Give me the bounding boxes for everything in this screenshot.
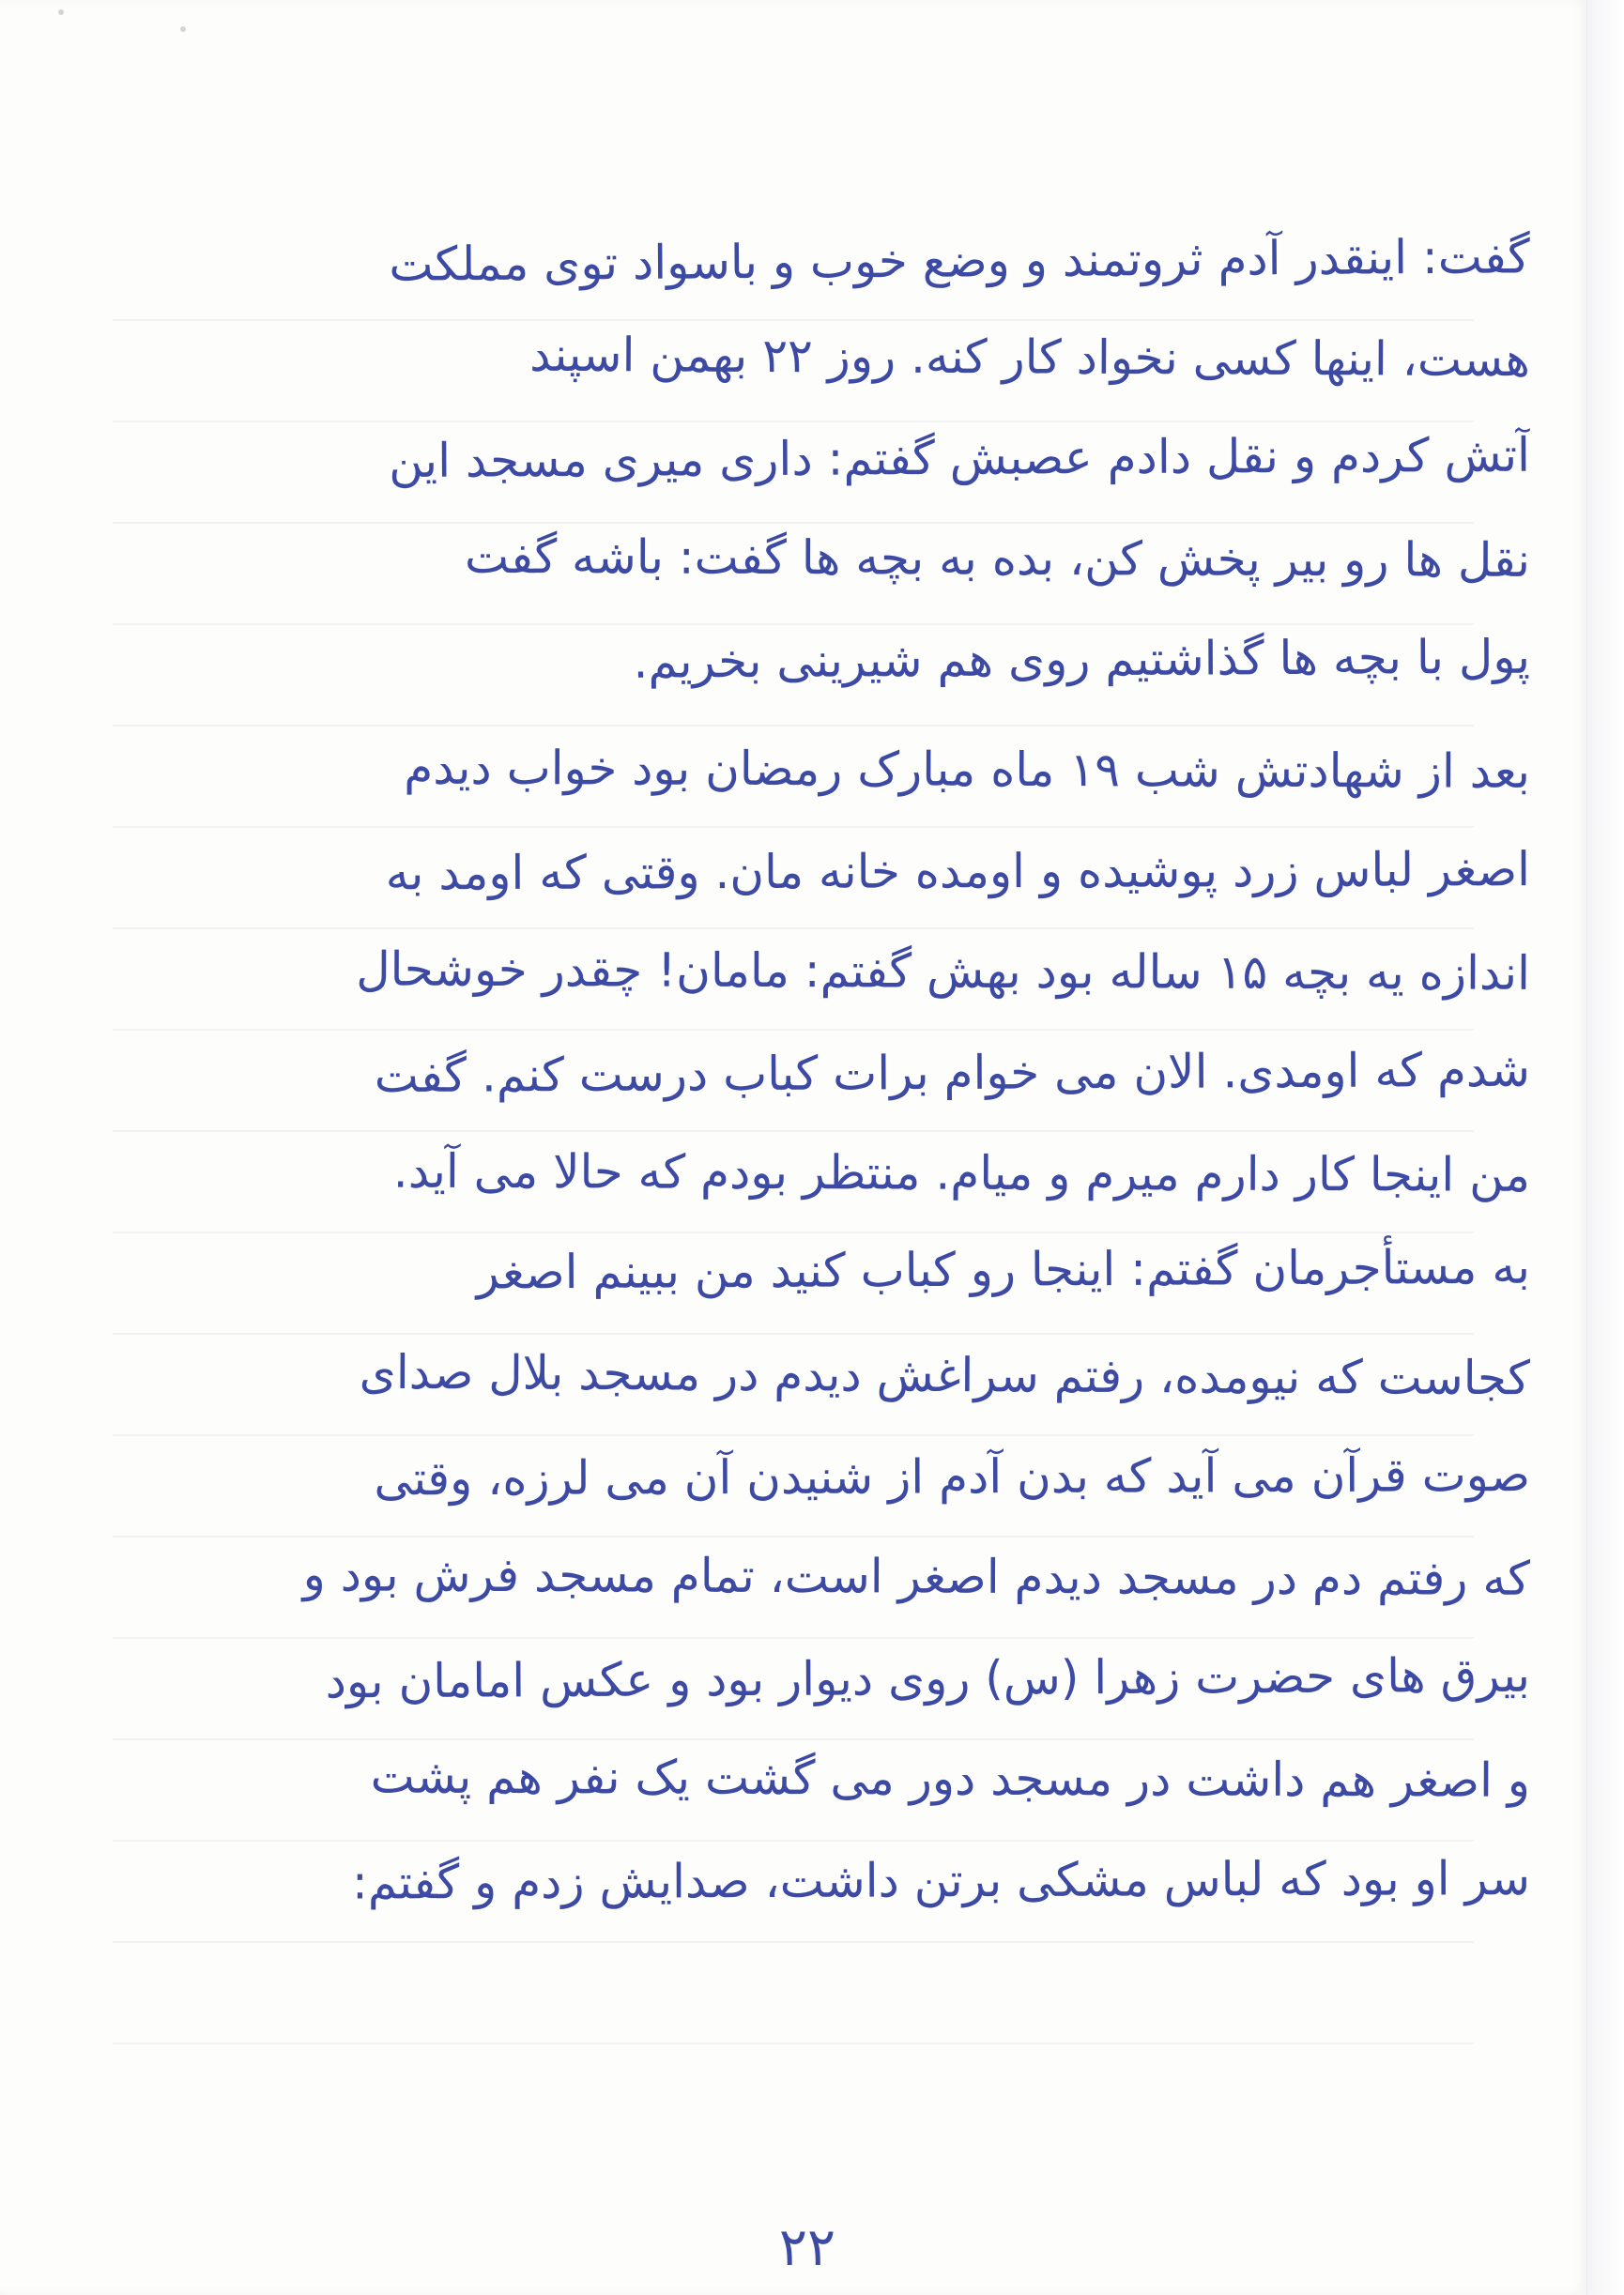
handwritten-line: بیرق های حضرت زهرا (س) روی دیوار بود و عکس امامان بود bbox=[325, 1647, 1531, 1709]
handwritten-line: اصغر لباس زرد پوشیده و اومده خانه مان. وقتی که اومد به bbox=[385, 842, 1531, 901]
handwritten-line: کجاست که نیومده، رفتم سراغش دیدم در مسجد بلال صدای bbox=[359, 1344, 1531, 1406]
handwritten-line: و اصغر هم داشت در مسجد دور می گشت یک نفر هم پشت bbox=[370, 1749, 1531, 1808]
handwritten-line: به مستأجرمان گفتم: اینجا رو کباب کنید من ببینم اصغر bbox=[476, 1239, 1531, 1300]
handwritten-line: گفت: اینقدر آدم ثروتمند و وضع خوب و باسواد توی مملکت bbox=[389, 229, 1531, 292]
handwritten-line: هست، اینها کسی نخواد کار کنه. روز ۲۲ بهمن اسپند bbox=[529, 327, 1531, 388]
handwritten-line: پول با بچه ها گذاشتیم روی هم شیرینی بخریم. bbox=[633, 629, 1531, 689]
handwritten-line: که رفتم دم در مسجد دیدم اصغر است، تمام مسجد فرش بود و bbox=[302, 1547, 1531, 1606]
page-edge bbox=[1586, 0, 1624, 2295]
handwritten-line: بعد از شهادتش شب ۱۹ ماه مبارک رمضان بود خواب دیدم bbox=[404, 740, 1531, 799]
handwritten-line: من اینجا کار دارم میرم و میام. منتظر بودم که حالا می آید. bbox=[392, 1143, 1531, 1202]
handwritten-line: سر او بود که لباس مشکی برتن داشت، صدایش زدم و گفتم: bbox=[351, 1851, 1531, 1910]
handwritten-line: نقل ها رو بیر پخش کن، بده به بچه ها گفت: باشه گفت bbox=[464, 528, 1531, 588]
handwritten-line: صوت قرآن می آید که بدن آدم از شنیدن آن می لرزه، وقتی bbox=[374, 1447, 1531, 1507]
handwritten-line: شدم که اومدی. الان می خوام برات کباب درست کنم. گفت bbox=[374, 1042, 1531, 1104]
handwritten-line: اندازه یه بچه ۱۵ ساله بود بهش گفتم: مامان! چقدر خوشحال bbox=[356, 941, 1531, 1001]
page-number: ۲۲ bbox=[778, 2217, 836, 2278]
handwritten-line: آتش کردم و نقل دادم عصبش گفتم: داری میری مسجد این bbox=[388, 427, 1531, 489]
